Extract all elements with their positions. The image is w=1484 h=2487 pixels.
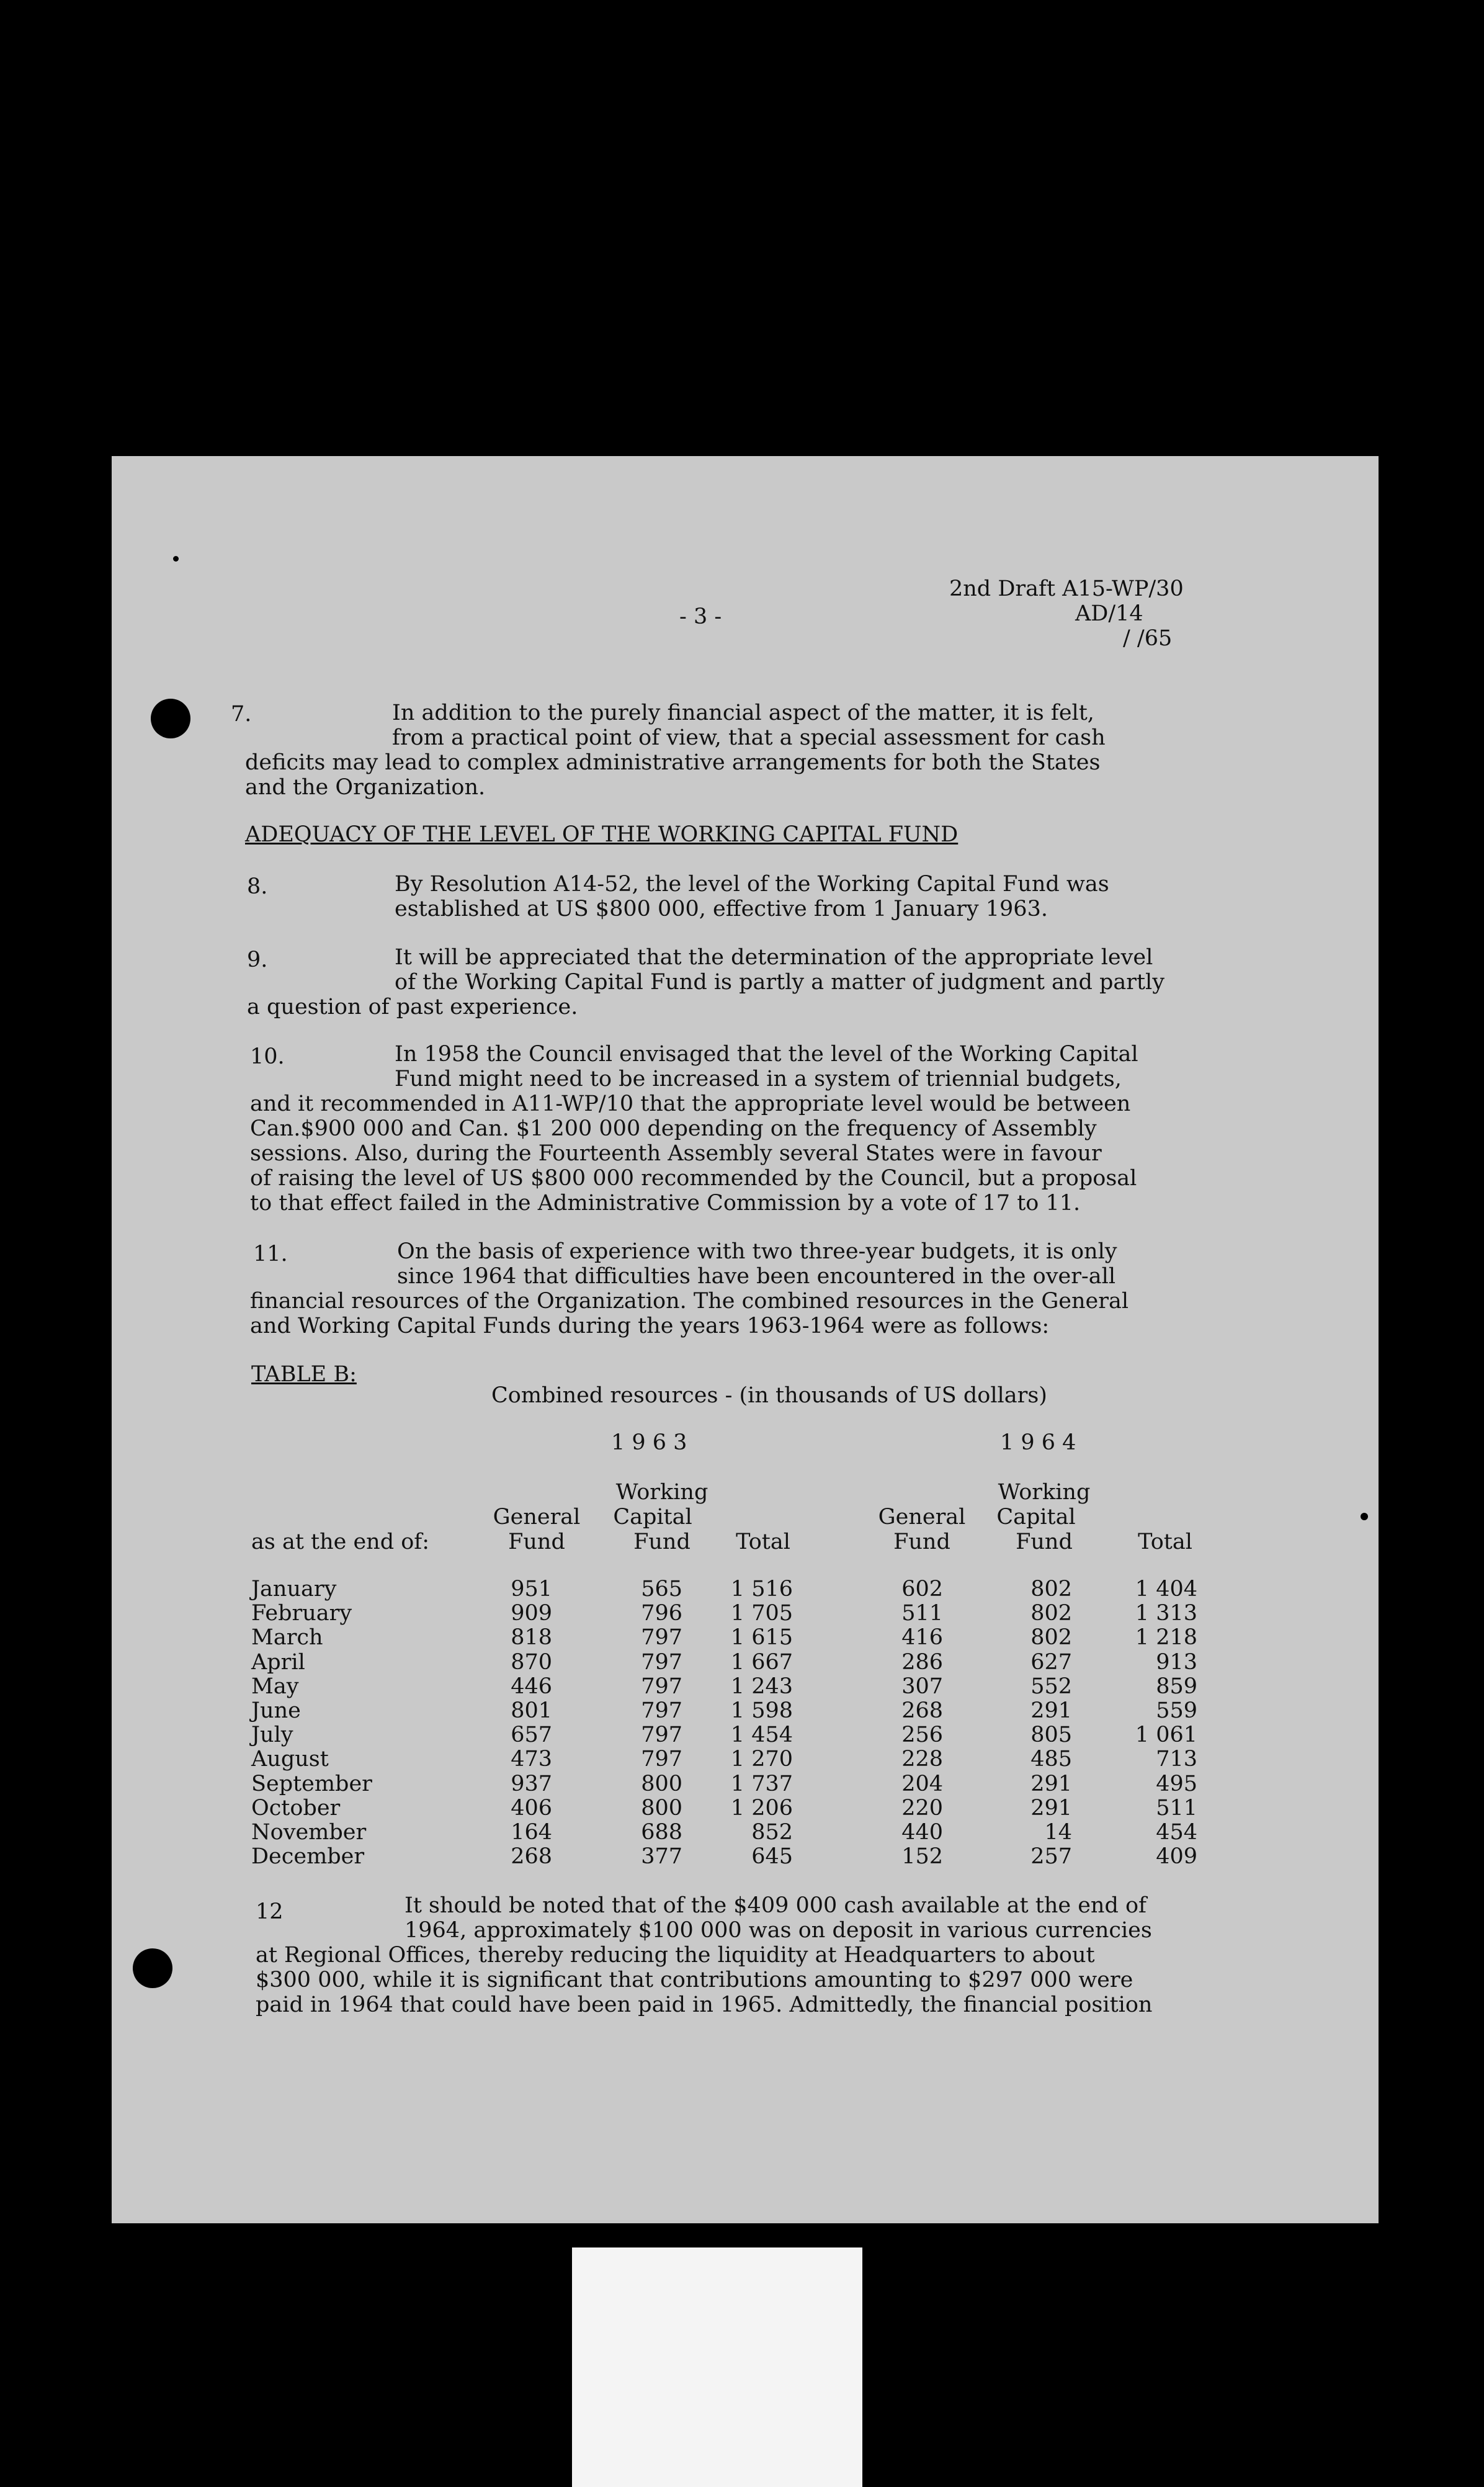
table-cell: 454 xyxy=(1156,1820,1197,1845)
table-cell: 257 xyxy=(1030,1844,1072,1869)
col-header-total: Total xyxy=(1138,1530,1192,1554)
para-line: financial resources of the Organization. The combined resources in the General xyxy=(250,1289,1129,1314)
col-header-working: Working xyxy=(615,1480,708,1505)
table-cell: 1 218 xyxy=(1135,1625,1197,1650)
punch-hole-top xyxy=(151,699,190,738)
table-row-label: February xyxy=(251,1601,352,1626)
col-header-general: General xyxy=(493,1505,581,1530)
para-line: of the Working Capital Fund is partly a matter of judgment and partly xyxy=(395,970,1165,995)
table-cell: 802 xyxy=(1030,1577,1072,1602)
para-number: 8. xyxy=(247,874,268,899)
table-cell: 1 598 xyxy=(730,1698,793,1723)
table-cell: 805 xyxy=(1030,1723,1072,1747)
table-cell: 377 xyxy=(641,1844,682,1869)
table-cell: 800 xyxy=(641,1772,682,1796)
table-row-label: August xyxy=(251,1747,329,1772)
para-line: deficits may lead to complex administrative arrangements for both the States xyxy=(245,750,1101,775)
page-number: - 3 - xyxy=(679,604,722,629)
table-cell: 485 xyxy=(1030,1747,1072,1772)
table-cell: 801 xyxy=(511,1698,552,1723)
para-line: and Working Capital Funds during the years 1963-1964 were as follows: xyxy=(250,1314,1050,1338)
table-cell: 220 xyxy=(901,1796,943,1821)
table-cell: 800 xyxy=(641,1796,682,1821)
doc-ref-line1: 2nd Draft A15-WP/30 xyxy=(949,576,1184,601)
table-row-label: September xyxy=(251,1772,372,1796)
table-cell: 1 270 xyxy=(730,1747,793,1772)
para-line: sessions. Also, during the Fourteenth Assembly several States were in favour xyxy=(250,1141,1102,1166)
table-cell: 406 xyxy=(511,1796,552,1821)
table-cell: 286 xyxy=(901,1650,943,1675)
para-line: By Resolution A14-52, the level of the Working Capital Fund was xyxy=(395,872,1109,897)
white-card xyxy=(572,2247,862,2487)
table-cell: 291 xyxy=(1030,1796,1072,1821)
para-line: 1964, approximately $100 000 was on deposit in various currencies xyxy=(405,1918,1152,1943)
speck-mark xyxy=(1361,1513,1368,1520)
col-header-general: Fund xyxy=(508,1530,565,1554)
table-cell: 937 xyxy=(511,1772,552,1796)
section-heading: ADEQUACY OF THE LEVEL OF THE WORKING CAPITAL FUND xyxy=(245,822,959,847)
table-cell: 511 xyxy=(1156,1796,1197,1821)
table-row-label: April xyxy=(251,1650,305,1675)
table-row-label: January xyxy=(251,1577,337,1602)
table-cell: 802 xyxy=(1030,1601,1072,1626)
table-row-label: June xyxy=(251,1698,301,1723)
table-cell: 1 516 xyxy=(730,1577,793,1602)
para-line: and the Organization. xyxy=(245,775,486,800)
table-cell: 440 xyxy=(901,1820,943,1845)
para-line: of raising the level of US $800 000 recommended by the Council, but a proposal xyxy=(250,1166,1137,1191)
table-caption: Combined resources - (in thousands of US dollars) xyxy=(491,1383,1047,1408)
table-cell: 951 xyxy=(511,1577,552,1602)
para-line: On the basis of experience with two three-year budgets, it is only xyxy=(397,1239,1117,1264)
para-number: 10. xyxy=(250,1044,285,1069)
para-line: a question of past experience. xyxy=(247,995,578,1019)
table-cell: 1 243 xyxy=(730,1674,793,1699)
col-header-working: Fund xyxy=(633,1530,691,1554)
para-line: In addition to the purely financial aspect of the matter, it is felt, xyxy=(392,701,1094,725)
table-cell: 1 615 xyxy=(730,1625,793,1650)
table-cell: 307 xyxy=(901,1674,943,1699)
table-row-label: May xyxy=(251,1674,299,1699)
para-line: $300 000, while it is significant that contributions amounting to $297 000 were xyxy=(256,1968,1133,1992)
para-line: to that effect failed in the Administrative Commission by a vote of 17 to 11. xyxy=(250,1191,1081,1216)
row-header: as at the end of: xyxy=(251,1530,430,1554)
table-cell: 1 404 xyxy=(1135,1577,1197,1602)
col-header-working: Working xyxy=(998,1480,1091,1505)
para-number: 11. xyxy=(253,1242,288,1266)
table-cell: 1 206 xyxy=(730,1796,793,1821)
table-cell: 797 xyxy=(641,1674,682,1699)
para-line: at Regional Offices, thereby reducing the liquidity at Headquarters to about xyxy=(256,1943,1095,1968)
table-cell: 797 xyxy=(641,1698,682,1723)
table-cell: 627 xyxy=(1030,1650,1072,1675)
table-cell: 1 705 xyxy=(730,1601,793,1626)
table-cell: 797 xyxy=(641,1625,682,1650)
para-number: 7. xyxy=(231,702,252,727)
table-cell: 256 xyxy=(901,1723,943,1747)
table-row-label: July xyxy=(251,1723,293,1747)
para-number: 12 xyxy=(256,1899,284,1924)
para-line: It will be appreciated that the determination of the appropriate level xyxy=(395,945,1153,970)
doc-ref-line2: AD/14 xyxy=(1075,601,1143,626)
col-header-working: Capital xyxy=(996,1505,1076,1530)
table-cell: 1 667 xyxy=(730,1650,793,1675)
table-cell: 152 xyxy=(901,1844,943,1869)
table-cell: 797 xyxy=(641,1747,682,1772)
table-cell: 228 xyxy=(901,1747,943,1772)
table-cell: 1 737 xyxy=(730,1772,793,1796)
table-cell: 852 xyxy=(751,1820,793,1845)
table-row-label: December xyxy=(251,1844,365,1869)
col-header-working: Fund xyxy=(1016,1530,1073,1554)
table-cell: 291 xyxy=(1030,1698,1072,1723)
table-cell: 511 xyxy=(901,1601,943,1626)
para-line: Fund might need to be increased in a system of triennial budgets, xyxy=(395,1067,1122,1091)
table-cell: 291 xyxy=(1030,1772,1072,1796)
table-cell: 552 xyxy=(1030,1674,1072,1699)
table-row-label: March xyxy=(251,1625,323,1650)
para-line: established at US $800 000, effective from 1 January 1963. xyxy=(395,897,1048,921)
punch-hole-bottom xyxy=(133,1948,172,1988)
year-1963: 1 9 6 3 xyxy=(611,1430,687,1455)
col-header-general: Fund xyxy=(893,1530,950,1554)
col-header-total: Total xyxy=(736,1530,790,1554)
para-line: In 1958 the Council envisaged that the level of the Working Capital xyxy=(395,1042,1138,1067)
table-cell: 797 xyxy=(641,1723,682,1747)
col-header-general: General xyxy=(878,1505,966,1530)
table-cell: 796 xyxy=(641,1601,682,1626)
table-cell: 268 xyxy=(511,1844,552,1869)
table-cell: 602 xyxy=(901,1577,943,1602)
table-cell: 495 xyxy=(1156,1772,1197,1796)
para-line: since 1964 that difficulties have been encountered in the over-all xyxy=(397,1264,1116,1289)
doc-ref-line3: / /65 xyxy=(1123,626,1173,651)
table-cell: 688 xyxy=(641,1820,682,1845)
table-row-label: October xyxy=(251,1796,341,1821)
speck-mark xyxy=(173,556,179,562)
table-cell: 559 xyxy=(1156,1698,1197,1723)
para-line: paid in 1964 that could have been paid in 1965. Admittedly, the financial position xyxy=(256,1992,1153,2017)
para-line: from a practical point of view, that a special assessment for cash xyxy=(392,725,1106,750)
table-cell: 1 454 xyxy=(730,1723,793,1747)
table-cell: 416 xyxy=(901,1625,943,1650)
para-line: and it recommended in A11-WP/10 that the appropriate level would be between xyxy=(250,1091,1131,1116)
table-cell: 713 xyxy=(1156,1747,1197,1772)
table-cell: 565 xyxy=(641,1577,682,1602)
table-cell: 473 xyxy=(511,1747,552,1772)
para-line: It should be noted that of the $409 000 cash available at the end of xyxy=(405,1893,1147,1918)
table-cell: 164 xyxy=(511,1820,552,1845)
table-cell: 645 xyxy=(751,1844,793,1869)
table-cell: 204 xyxy=(901,1772,943,1796)
para-line: Can.$900 000 and Can. $1 200 000 depending on the frequency of Assembly xyxy=(250,1116,1097,1141)
table-cell: 859 xyxy=(1156,1674,1197,1699)
table-cell: 446 xyxy=(511,1674,552,1699)
table-cell: 409 xyxy=(1156,1844,1197,1869)
table-cell: 1 313 xyxy=(1135,1601,1197,1626)
table-label: TABLE B: xyxy=(251,1362,357,1387)
para-number: 9. xyxy=(247,948,268,972)
table-row-label: November xyxy=(251,1820,367,1845)
table-cell: 797 xyxy=(641,1650,682,1675)
table-cell: 657 xyxy=(511,1723,552,1747)
table-cell: 909 xyxy=(511,1601,552,1626)
year-1964: 1 9 6 4 xyxy=(1000,1430,1076,1455)
table-cell: 913 xyxy=(1156,1650,1197,1675)
table-cell: 802 xyxy=(1030,1625,1072,1650)
table-cell: 870 xyxy=(511,1650,552,1675)
table-cell: 818 xyxy=(511,1625,552,1650)
table-cell: 14 xyxy=(1044,1820,1072,1845)
col-header-working: Capital xyxy=(613,1505,692,1530)
table-cell: 1 061 xyxy=(1135,1723,1197,1747)
table-cell: 268 xyxy=(901,1698,943,1723)
